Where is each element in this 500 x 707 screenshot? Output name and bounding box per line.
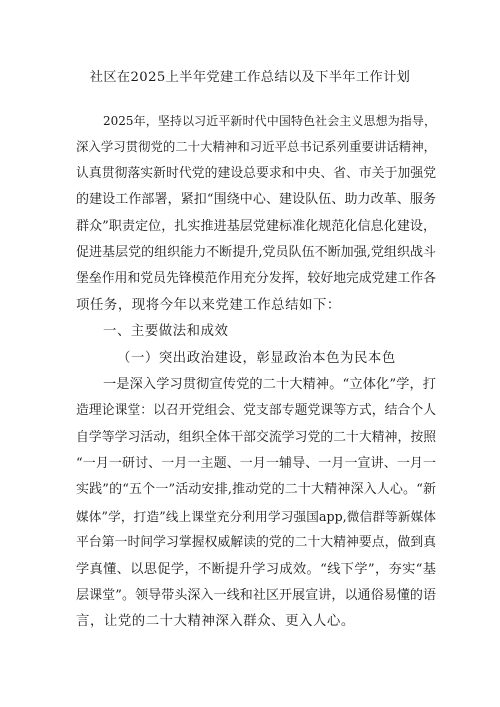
- section-heading: 一、主要做法和成效: [103, 324, 229, 340]
- paragraph-line: 的建设工作部署，紧扣“围绕中心、建设队伍、助力改革、服务: [76, 192, 436, 208]
- paragraph-line: 堡垒作用和党员先锋模范作用充分发挥，较好地完成党建工作各: [76, 271, 436, 287]
- paragraph-line: 言，让党的二十大精神深入群众、更入人心。: [76, 614, 355, 630]
- paragraph-line: 2025年，坚持以习近平新时代中国特色社会主义思想为指导，: [103, 114, 436, 128]
- paragraph-line: 造理论课堂：以召开党组会、党支部专题党课等方式，结合个人: [76, 403, 436, 419]
- paragraph-line: 一是深入学习贯彻宣传党的二十大精神。“立体化”学，打: [103, 376, 436, 392]
- paragraph-line: “一月一研讨、一月一主题、一月一辅导、一月一宣讲、一月一: [76, 456, 436, 472]
- paragraph-line: 群众”职责定位，扎实推进基层党建标准化规范化信息化建设，: [76, 218, 436, 234]
- subsection-heading: （一）突出政治建设，彰显政治本色为民本色: [117, 350, 396, 366]
- paragraph-line: 认真贯彻落实新时代党的建设总要求和中央、省、市关于加强党: [76, 165, 436, 181]
- paragraph-line: 媒体”学，打造”线上课堂充分利用学习强国app,微信群等新媒体: [76, 508, 436, 524]
- paragraph-line: 层课堂”。领导带头深入一线和社区开展宣讲，以通俗易懂的语: [76, 588, 436, 604]
- document-title: 社区在2025上半年党建工作总结以及下半年工作计划: [89, 70, 411, 85]
- paragraph-line: 深入学习贯彻党的二十大精神和习近平总书记系列重要讲话精神，: [76, 139, 436, 155]
- document-body: [76, 108, 436, 636]
- paragraph-line: 实践”的“五个一”活动安排,推动党的二十大精神深入人心。“新: [76, 482, 436, 498]
- paragraph-line: 自学等学习活动，组织全体干部交流学习党的二十大精神，按照: [76, 429, 436, 445]
- paragraph-line: 学真懂、以思促学，不断提升学习成效。“线下学”，夯实“基: [76, 561, 436, 577]
- paragraph-line: 促进基层党的组织能力不断提升,党员队伍不断加强,党组织战斗: [76, 244, 436, 260]
- paragraph-line: 项任务，现将今年以来党建工作总结如下：: [76, 297, 341, 313]
- paragraph-line: 平台第一时间学习掌握权威解读的党的二十大精神要点，做到真: [76, 535, 436, 551]
